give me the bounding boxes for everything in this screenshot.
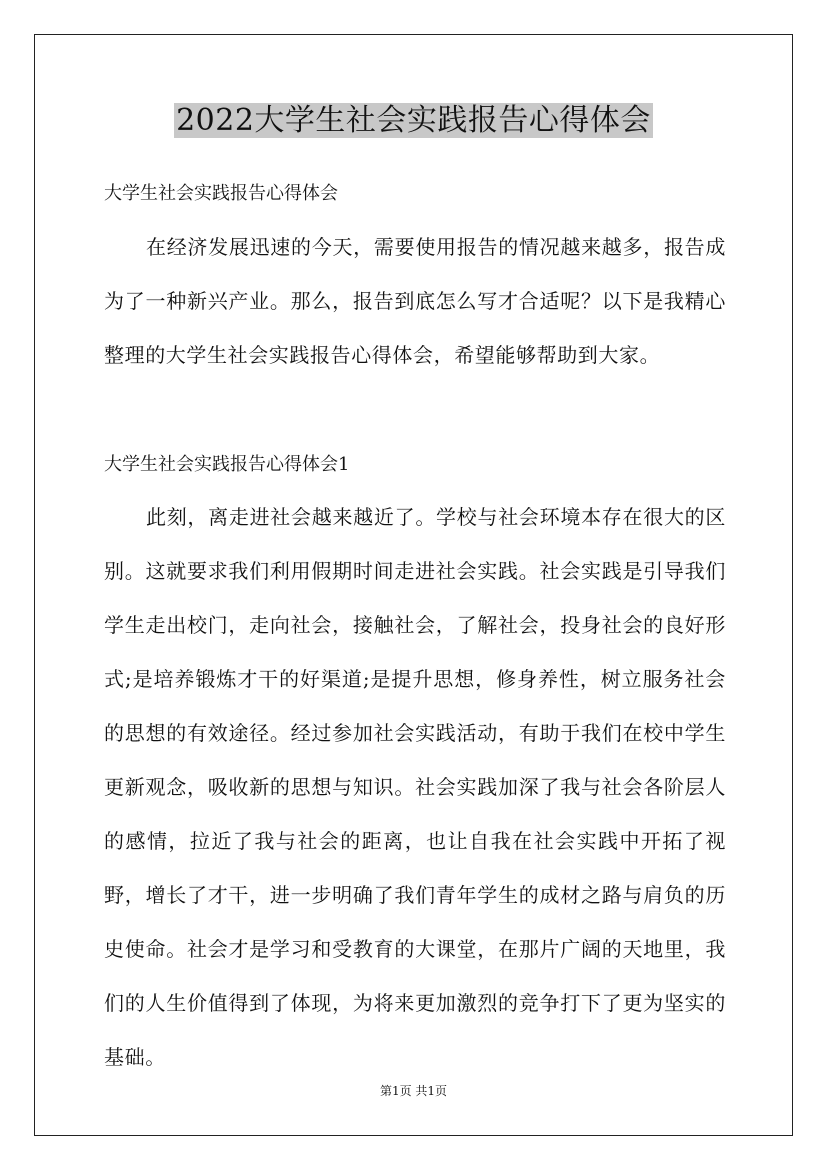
document-title	[0, 101, 827, 141]
document-subtitle: 大学生社会实践报告心得体会	[104, 183, 338, 204]
intro-paragraph: 在经济发展迅速的今天，需要使用报告的情况越来越多，报告成为了一种新兴产业。那么，报告到底怎么写才合适呢？以下是我精心整理的大学生社会实践报告心得体会，希望能够帮助到大家。	[104, 235, 726, 367]
document-title-text: 2022大学生社会实践报告心得体会	[176, 103, 651, 138]
section-paragraph: 此刻，离走进社会越来越近了。学校与社会环境本存在很大的区别。这就要求我们利用假期时间走进社会实践。社会实践是引导我们学生走出校门，走向社会，接触社会，了解社会，投身社会的良好形式;是培养锻炼才干的好渠道;是提升思想，修身养性，树立服务社会的思想的有效途径。经过参加社会实践活动，有助于我们在校中学生更新观念，吸收新的思想与知识。社会实践加深了我与社会各阶层人的感情，拉近了我与社会的距离，也让自我在社会实践中开拓了视野，增长了才干，进一步明确了我们青年学生的成材之路与肩负的历史使命。社会才是学习和受教育的大课堂，在那片广阔的天地里，我们的人生价值得到了体现，为将来更加激烈的竞争打下了更为坚实的基础。	[104, 505, 726, 1069]
page-footer: 第1页 共1页	[379, 1084, 448, 1098]
section-heading: 大学生社会实践报告心得体会1	[104, 454, 350, 475]
